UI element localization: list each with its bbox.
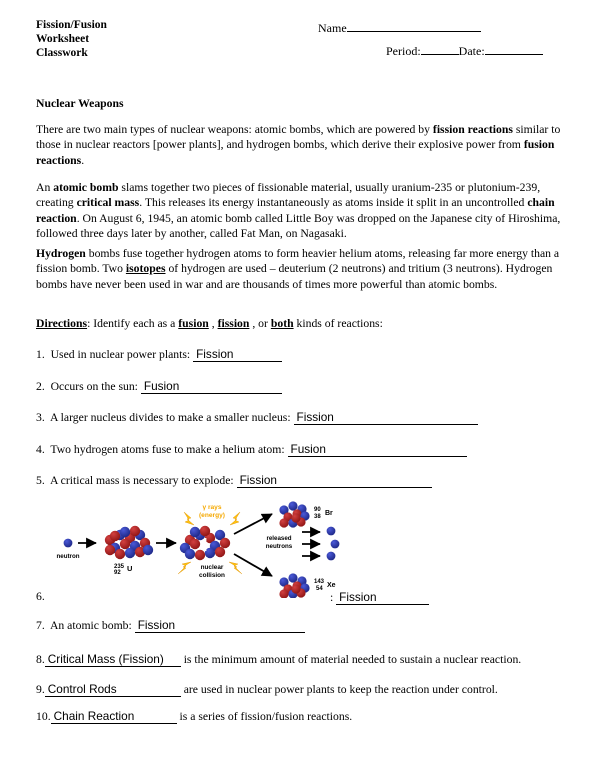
answer-blank-5[interactable]: Fission xyxy=(237,473,432,488)
question-item-8 xyxy=(36,652,521,667)
p1-bold-fission-reactions: fission reactions xyxy=(432,123,513,136)
directions-text-a: : Identify each as a xyxy=(87,317,179,330)
p1-text-c: . xyxy=(81,153,85,167)
question-prompt: A larger nucleus divides to make a smaller nucleus: xyxy=(49,411,291,424)
question-9-tail: are used in nuclear power plants to keep the reaction under control. xyxy=(183,683,498,696)
p3-underline-isotopes: isotopes xyxy=(125,262,166,276)
p2-text-b: slams together two pieces of fissionable material, usually uranium-235 or plutonium-239, creating xyxy=(36,181,541,210)
p3-text-a: bombs fuse together hydrogen atoms to form heavier helium atoms, releasing far more energy than a fission bomb. Two xyxy=(36,247,560,276)
directions-text-b: , xyxy=(208,317,218,330)
directions-line xyxy=(36,316,570,331)
xenon-mass-number: 143 xyxy=(314,579,325,585)
p1-text-a: There are two main types of nuclear weapons: atomic bombs, which are powered by xyxy=(36,123,433,136)
answer-blank-4[interactable]: Fusion xyxy=(288,442,467,457)
released-neutrons-label-2: neutrons xyxy=(265,543,293,550)
bromine-mass-number: 90 xyxy=(314,507,321,513)
question-number: 3. xyxy=(36,411,45,424)
answer-blank-2[interactable]: Fusion xyxy=(141,379,282,394)
energy-bolt-icon xyxy=(229,562,242,574)
question-number: 10. xyxy=(36,710,51,723)
xenon-atomic-number: 54 xyxy=(316,586,323,592)
question-prompt: Used in nuclear power plants: xyxy=(50,348,191,361)
uranium-mass-number: 235 xyxy=(114,564,125,570)
worksheet-title-line-2: Worksheet xyxy=(36,33,90,46)
nuclear-collision-label-1: nuclear xyxy=(200,564,224,571)
name-input-line[interactable] xyxy=(347,19,481,32)
released-neutrons-label-1: released xyxy=(266,535,292,542)
directions-option-fusion: fusion xyxy=(178,317,209,330)
question-number: 5. xyxy=(36,474,45,487)
directions-text-d: kinds of reactions: xyxy=(293,317,383,330)
xenon-symbol: Xe xyxy=(327,582,336,589)
period-input-line[interactable] xyxy=(421,42,459,55)
period-date-field-group xyxy=(386,42,543,59)
arrow-to-top-fragment xyxy=(234,514,272,534)
answer-blank-8[interactable]: Critical Mass (Fission) xyxy=(45,652,181,667)
question-item-2 xyxy=(36,379,282,394)
energy-bolt-icon xyxy=(184,512,194,525)
uranium-symbol: U xyxy=(127,564,133,573)
gamma-energy-label: (energy) xyxy=(198,512,226,519)
question-number: 8. xyxy=(36,653,45,666)
bromine-atomic-number: 38 xyxy=(314,514,321,520)
answer-blank-1[interactable]: Fission xyxy=(193,347,282,362)
question-number: 4. xyxy=(36,443,45,456)
question-item-9 xyxy=(36,682,498,697)
name-field-group xyxy=(318,19,481,36)
directions-option-both: both xyxy=(270,317,294,330)
question-10-tail: is a series of fission/fusion reactions. xyxy=(179,710,353,723)
paragraph-hydrogen-bomb xyxy=(36,246,570,292)
released-neutron-particle xyxy=(327,552,336,561)
p2-bold-critical-mass: critical mass xyxy=(76,196,140,210)
question-item-6-answer-group xyxy=(330,590,429,605)
worksheet-title-line-1: Fission/Fusion xyxy=(36,19,107,31)
date-label: Date: xyxy=(458,44,485,58)
question-number: 7. xyxy=(36,619,45,632)
period-label: Period: xyxy=(386,44,421,58)
bromine-symbol: Br xyxy=(325,510,333,517)
question-6-colon: : xyxy=(330,591,334,604)
question-item-1 xyxy=(36,347,282,362)
date-input-line[interactable] xyxy=(485,42,543,55)
answer-blank-3[interactable]: Fission xyxy=(294,410,478,425)
p2-text-a: An xyxy=(36,181,54,194)
gamma-rays-label: γ rays xyxy=(202,504,222,511)
question-item-3 xyxy=(36,410,478,425)
question-item-5 xyxy=(36,473,432,488)
question-prompt: A critical mass is necessary to explode: xyxy=(49,474,234,487)
nuclear-fission-diagram xyxy=(44,498,394,598)
neutron-label: neutron xyxy=(56,553,80,560)
question-item-10 xyxy=(36,709,352,724)
question-8-tail: is the minimum amount of material needed to sustain a nuclear reaction. xyxy=(183,653,522,666)
xenon-143-fragment xyxy=(279,573,309,598)
arrow-to-bottom-fragment xyxy=(234,554,272,576)
p1-bold-fusion-reactions: fusion reactions xyxy=(36,138,555,167)
p3-text-b: of hydrogen are used – deuterium (2 neutrons) and tritium (3 neutrons). Hydrogen bombs have never been used in war and are thousands of times more powerful than atomic bombs. xyxy=(36,262,553,291)
energy-bolt-icon xyxy=(230,512,240,525)
excited-splitting-nucleus xyxy=(180,526,230,560)
question-item-4 xyxy=(36,442,467,457)
p2-text-c: . This releases its energy instantaneously as atoms inside it split in an uncontrolled xyxy=(139,196,528,210)
question-prompt: Occurs on the sun: xyxy=(50,380,138,393)
answer-blank-6[interactable]: Fission xyxy=(336,590,429,605)
uranium-atomic-number: 92 xyxy=(114,570,121,576)
incoming-neutron-particle xyxy=(64,539,73,548)
answer-blank-9[interactable]: Control Rods xyxy=(45,682,181,697)
p2-bold-atomic-bomb: atomic bomb xyxy=(53,181,119,194)
question-item-6 xyxy=(36,590,45,603)
nuclear-collision-label-2: collision xyxy=(199,572,225,579)
released-neutron-particle xyxy=(327,527,336,536)
directions-text-c: , or xyxy=(249,317,271,330)
bromine-90-fragment xyxy=(279,501,309,527)
p2-bold-chain-reaction: chain reaction xyxy=(36,196,555,225)
name-label: Name xyxy=(318,21,347,35)
p1-text-b: similar to those in nuclear reactors [power plants], and hydrogen bombs, which derive their explosive power from xyxy=(36,123,561,152)
question-number: 6. xyxy=(36,590,45,603)
question-number: 9. xyxy=(36,683,45,696)
p3-bold-hydrogen: Hydrogen xyxy=(36,247,86,260)
question-item-7 xyxy=(36,618,305,633)
directions-option-fission: fission xyxy=(217,317,250,330)
worksheet-title-line-3: Classwork xyxy=(36,47,88,60)
question-prompt: An atomic bomb: xyxy=(49,619,132,632)
directions-label: Directions xyxy=(36,317,88,330)
uranium-235-nucleus xyxy=(105,526,153,559)
worksheet-title-block xyxy=(36,18,107,61)
answer-blank-7[interactable]: Fission xyxy=(135,618,305,633)
paragraph-nuclear-weapons xyxy=(36,122,570,168)
energy-bolt-icon xyxy=(178,562,191,574)
paragraph-atomic-bomb xyxy=(36,180,570,242)
section-heading: Nuclear Weapons xyxy=(36,97,124,110)
released-neutron-particle xyxy=(331,540,340,549)
question-number: 1. xyxy=(36,348,45,361)
p2-text-d: . On August 6, 1945, an atomic bomb called Little Boy was dropped on the Japanese city of Hiroshima, followed three days later by another, called Fat Man, on Nagasaki. xyxy=(36,211,561,241)
question-number: 2. xyxy=(36,380,45,393)
answer-blank-10[interactable]: Chain Reaction xyxy=(51,709,177,724)
question-prompt: Two hydrogen atoms fuse to make a helium atom: xyxy=(50,443,285,456)
